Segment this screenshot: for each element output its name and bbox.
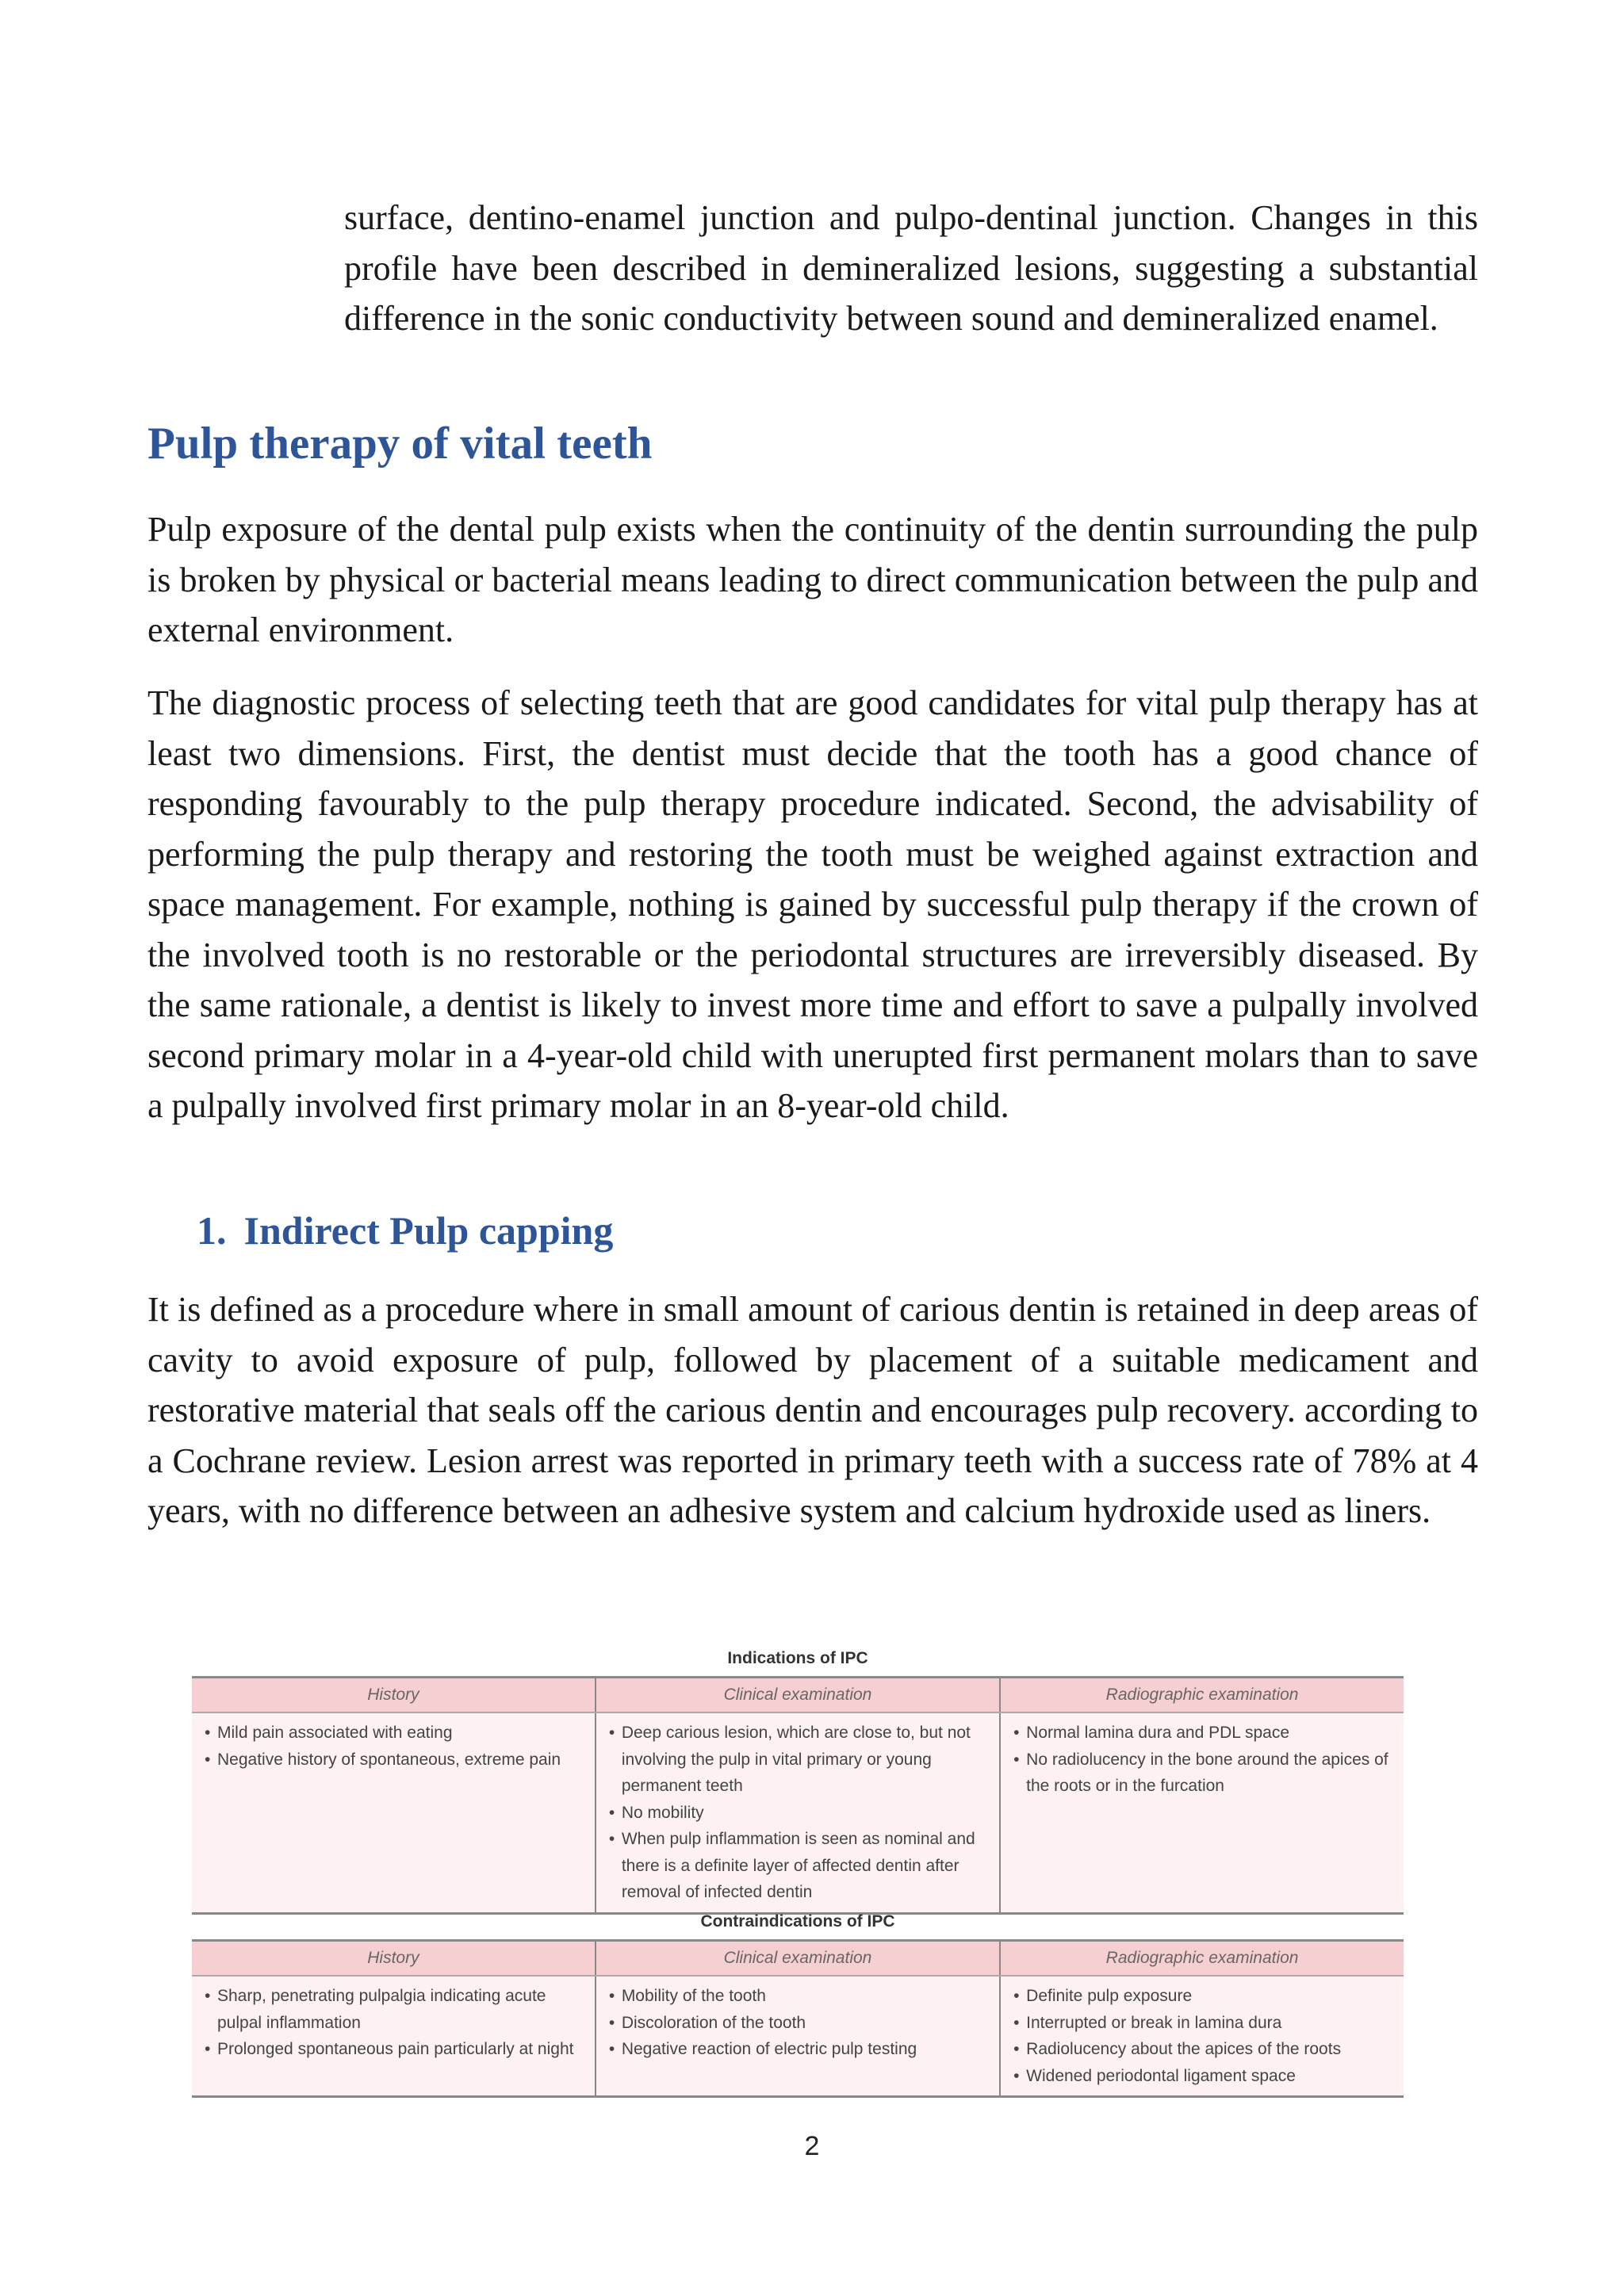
indications-radiographic-cell bbox=[1000, 1712, 1404, 1913]
indications-header-row bbox=[192, 1678, 1404, 1713]
indications-col-radiographic: Radiographic examination bbox=[1000, 1678, 1404, 1713]
page-number: 2 bbox=[804, 2131, 820, 2161]
contraindications-header-row bbox=[192, 1941, 1404, 1976]
paragraph-diagnostic-process: The diagnostic process of selecting teeth that are good candidates for vital pulp therapy has at least two dimensions. First, the dentist must decide that the tooth has a good chance of responding favourably to the pulp therapy procedure indicated. Second, the advisability of performing the pulp therapy and restoring the tooth must be weighed against extraction and space management. For example, nothing is gained by successful pulp therapy if the crown of the involved tooth is no restorable or the periodontal structures are irreversibly diseased. By the same rationale, a dentist is likely to invest more time and effort to save a pulpally involved second primary molar in a 4-year-old child with unerupted first permanent molars than to save a pulpally involved first primary molar in an 8-year-old child. bbox=[147, 683, 1478, 1125]
list-item: • Discoloration of the tooth bbox=[622, 2010, 991, 2037]
paragraph-pulp-exposure: Pulp exposure of the dental pulp exists when the continuity of the dentin surrounding the pulp is broken by physical or bacterial means leading to direct communication between the pulp and external environment. bbox=[147, 510, 1478, 649]
contraindications-clinical-cell bbox=[596, 1976, 1000, 2097]
subsection-title: Indirect Pulp capping bbox=[243, 1208, 614, 1253]
section-heading: Pulp therapy of vital teeth bbox=[147, 419, 653, 469]
list-item: • Mobility of the tooth bbox=[622, 1983, 991, 2010]
indications-body-row bbox=[192, 1712, 1404, 1913]
contraindications-history-cell bbox=[192, 1976, 596, 2097]
list-item: • Radiolucency about the apices of the roots bbox=[1026, 2036, 1396, 2063]
list-item: • Sharp, penetrating pulpalgia indicating acute pulpal inflammation bbox=[217, 1983, 587, 2036]
contraindications-radiographic-cell bbox=[1000, 1976, 1404, 2097]
subsection-heading bbox=[197, 1207, 613, 1253]
paragraph-ipc-definition: It is defined as a procedure where in small amount of carious dentin is retained in deep areas of cavity to avoid exposure of pulp, followed by placement of a suitable medicament and restorative material that seals off the carious dentin and encourages pulp recovery. according to a Cochrane review. Lesion arrest was reported in primary teeth with a success rate of 78% at 4 years, with no difference between an adhesive system and calcium hydroxide used as liners. bbox=[147, 1290, 1478, 1530]
indications-clinical-cell bbox=[596, 1712, 1000, 1913]
list-item: • Negative reaction of electric pulp testing bbox=[622, 2036, 991, 2063]
contraindications-table bbox=[192, 1939, 1404, 2098]
list-item: • No radiolucency in the bone around the apices of the roots or in the furcation bbox=[1026, 1747, 1396, 1800]
contraindications-col-radiographic: Radiographic examination bbox=[1000, 1941, 1404, 1976]
contraindications-col-clinical: Clinical examination bbox=[596, 1941, 1000, 1976]
indications-col-history: History bbox=[192, 1678, 596, 1713]
contraindications-table-title: Contraindications of IPC bbox=[700, 1912, 895, 1931]
indications-history-cell bbox=[192, 1712, 596, 1913]
indications-col-clinical: Clinical examination bbox=[596, 1678, 1000, 1713]
contraindications-col-history: History bbox=[192, 1941, 596, 1976]
indications-table-title: Indications of IPC bbox=[727, 1649, 868, 1667]
list-item: • No mobility bbox=[622, 1800, 991, 1827]
indications-table bbox=[192, 1676, 1404, 1915]
list-item: • Interrupted or break in lamina dura bbox=[1026, 2010, 1396, 2037]
list-item: • Prolonged spontaneous pain particularly at night bbox=[217, 2036, 587, 2063]
list-item: • Widened periodontal ligament space bbox=[1026, 2063, 1396, 2090]
contraindications-body-row bbox=[192, 1976, 1404, 2097]
list-item: • Definite pulp exposure bbox=[1026, 1983, 1396, 2010]
list-item: • Normal lamina dura and PDL space bbox=[1026, 1720, 1396, 1747]
paragraph-intro-continued: surface, dentino-enamel junction and pulpo-dentinal junction. Changes in this profile have been described in demineralized lesions, suggesting a substantial difference in the sonic conductivity between sound and demineralized enamel. bbox=[344, 198, 1478, 338]
subsection-number: 1. bbox=[197, 1208, 227, 1253]
list-item: • When pulp inflammation is seen as nominal and there is a definite layer of affected dentin after removal of infected dentin bbox=[622, 1826, 991, 1906]
list-item: • Deep carious lesion, which are close to, but not involving the pulp in vital primary or young permanent teeth bbox=[622, 1720, 991, 1800]
list-item: • Mild pain associated with eating bbox=[217, 1720, 587, 1747]
list-item: • Negative history of spontaneous, extreme pain bbox=[217, 1747, 587, 1774]
